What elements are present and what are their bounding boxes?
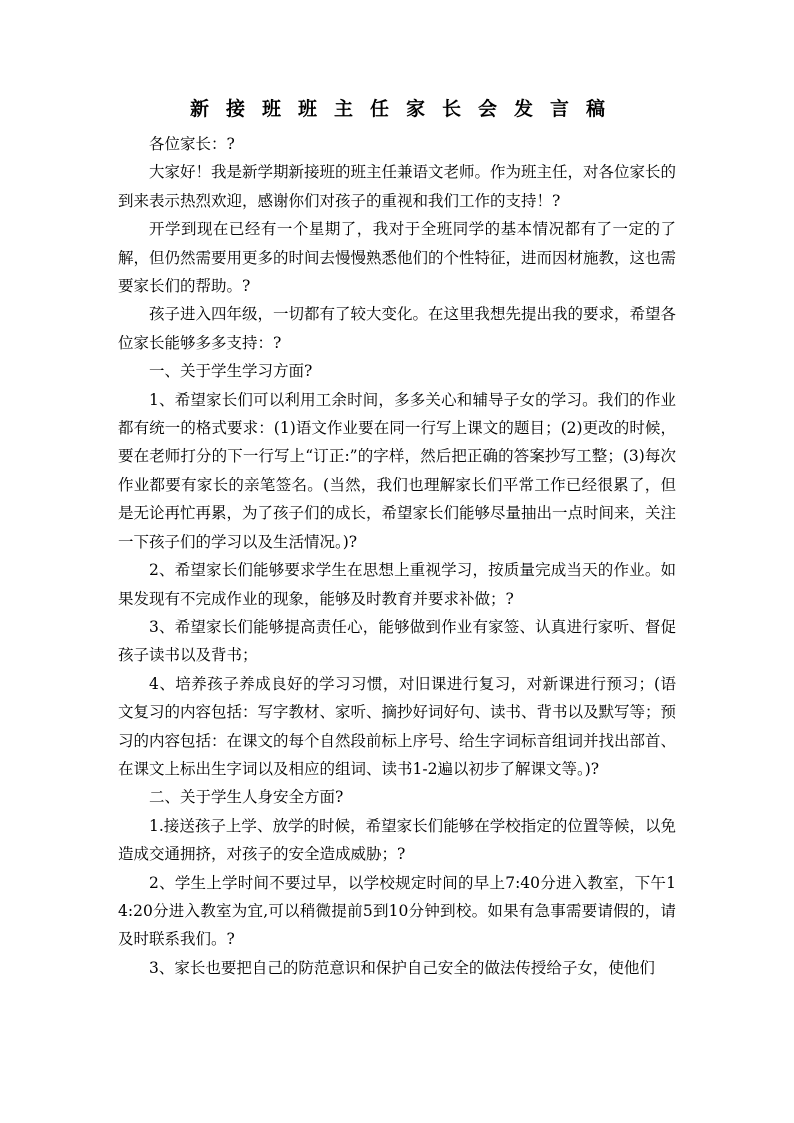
document-title: 新接班班主任家长会发言稿 <box>189 98 622 120</box>
request-paragraph: 孩子进入四年级，一切都有了较大变化。在这里我想先提出我的要求，希望各位家长能够多多支持：? <box>118 305 677 352</box>
document-page <box>118 92 676 982</box>
safety-item-3: 3、家长也要把自己的防范意识和保护自己安全的做法传授给子女，使他们 <box>149 958 655 977</box>
welcome-paragraph: 大家好！我是新学期新接班的班主任兼语文老师。作为班主任，对各位家长的到来表示热烈欢迎，感谢你们对孩子的重视和我们工作的支持！? <box>118 163 677 210</box>
greeting-paragraph: 各位家长：? <box>149 135 235 153</box>
section-heading-safety: 二、关于学生人身安全方面? <box>149 788 344 807</box>
safety-item-1: 1.接送孩子上学、放学的时候，希望家长们能够在学校指定的位置等候，以免造成交通拥挤，对孩子的安全造成威胁；? <box>118 816 676 864</box>
intro-paragraph: 开学到现在已经有一个星期了，我对于全班同学的基本情况都有了一定的了解，但仍然需要用更多的时间去慢慢熟悉他们的个性特征，进而因材施教，这也需要家长们的帮助。? <box>118 220 677 296</box>
study-item-2: 2、希望家长们能够要求学生在思想上重视学习，按质量完成当天的作业。如果发现有不完成作业的现象，能够及时教育并要求补做；? <box>118 561 676 608</box>
section-heading-study: 一、关于学生学习方面? <box>149 362 313 381</box>
study-item-1: 1、希望家长们可以利用工余时间，多多关心和辅导子女的学习。我们的作业都有统一的格式要求：(1)语文作业要在同一行写上课文的题目；(2)更改的时候，要在老师打分的下一行写上“订正:”的字样，然后把正确的答案抄写工整；(3)每次作业都要有家长的亲笔签名。(当然，我们也理解家长们平常工作已经很累了，但是无论再忙再累，为了孩子们的成长，希望家长们能够尽量抽出一点时间来，关注一下孩子们的学习以及生活情况。)? <box>118 390 677 551</box>
safety-item-2: 2、学生上学时间不要过早，以学校规定时间的早上7:40分进入教室，下午14:20分进入教室为宜,可以稍微提前5到10分钟到校。如果有急事需要请假的，请及时联系我们。? <box>118 873 676 949</box>
study-item-4: 4、培养孩子养成良好的学习习惯，对旧课进行复习，对新课进行预习；(语文复习的内容包括：写字教材、家听、摘抄好词好句、读书、背书以及默写等；预习的内容包括：在课文的每个自然段前标上序号、给生字词标音组词并找出部首、在课文上标出生字词以及相应的组词、读书1-2遍以初步了解课文等。)? <box>118 674 677 778</box>
study-item-3: 3、希望家长们能够提高责任心，能够做到作业有家签、认真进行家听、督促孩子读书以及背书； <box>118 617 676 665</box>
